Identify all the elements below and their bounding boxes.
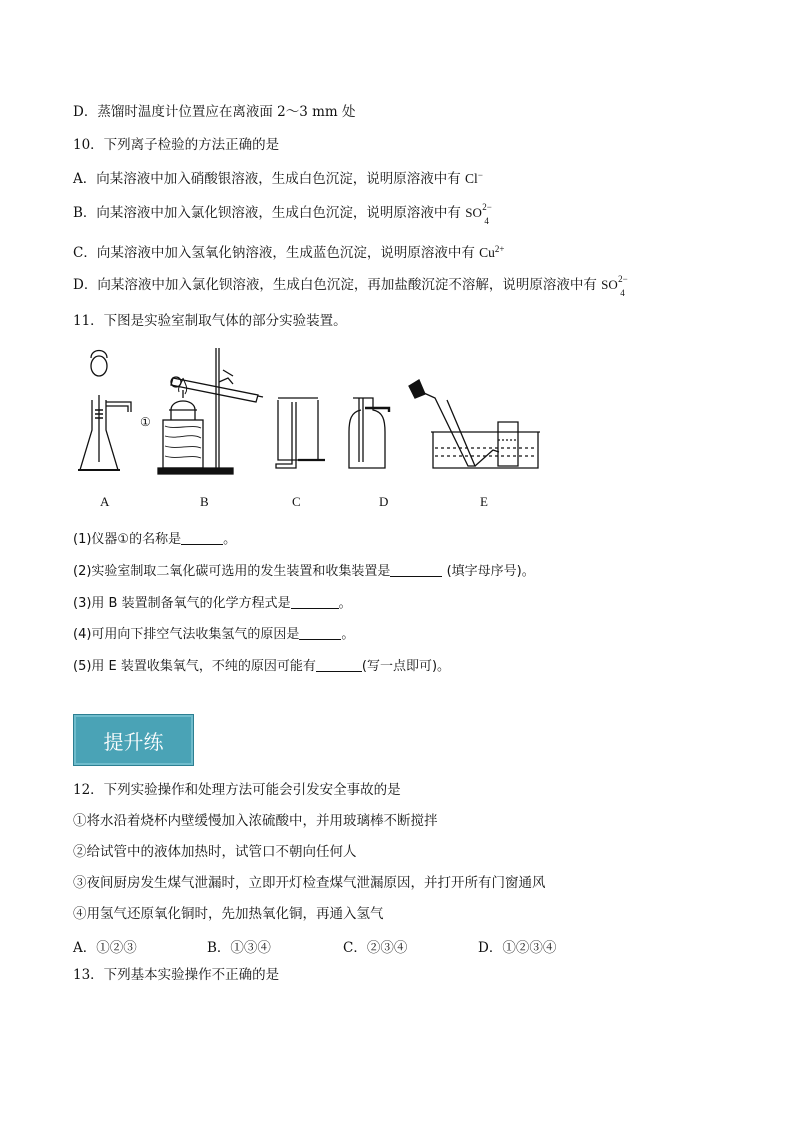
apparatus-c-bottle bbox=[276, 398, 325, 468]
q10-option-c bbox=[73, 240, 504, 262]
sulfate-charge: 2− bbox=[482, 202, 492, 212]
q11-part-3-text: (3)用 B 装置制备氧气的化学方程式是 bbox=[73, 596, 291, 611]
q12-item-4: ④用氢气还原氧化铜时，先加热氧化铜，再通入氢气 bbox=[73, 906, 384, 922]
lab-apparatus-figure bbox=[73, 340, 553, 515]
q9-option-d: D．蒸馏时温度计位置应在离液面 2～3 mm 处 bbox=[73, 104, 356, 120]
q10-option-b bbox=[73, 202, 492, 226]
apparatus-a-flask bbox=[78, 351, 131, 471]
apparatus-d-bottle bbox=[349, 398, 389, 468]
apparatus-e-trough bbox=[409, 380, 540, 468]
q12-item-2: ②给试管中的液体加热时，试管口不朝向任何人 bbox=[73, 844, 357, 860]
apparatus-b-heating bbox=[158, 348, 263, 474]
q12-option-b[interactable]: B．①③④ bbox=[207, 940, 271, 956]
q11-part-3 bbox=[73, 594, 352, 613]
q12-item-1: ①将水沿着烧杯内壁缓慢加入浓硫酸中，并用玻璃棒不断搅拌 bbox=[73, 813, 438, 829]
q11-part-4-text: (4)可用向下排空气法收集氢气的原因是 bbox=[73, 627, 300, 642]
sulfate-subscript: 4 bbox=[620, 288, 625, 298]
q12-option-a[interactable]: A．①②③ bbox=[73, 940, 137, 956]
sulfate-ion bbox=[465, 202, 492, 226]
copper-ion bbox=[479, 245, 504, 260]
q12-option-d[interactable]: D．①②③④ bbox=[478, 940, 557, 956]
q10-option-b-text: B．向某溶液中加入氯化钡溶液，生成白色沉淀，说明原溶液中有 bbox=[73, 205, 466, 221]
q11-part-4 bbox=[73, 625, 354, 644]
answer-blank[interactable] bbox=[291, 594, 339, 609]
sulfate-base: SO bbox=[465, 205, 482, 220]
answer-blank[interactable] bbox=[299, 625, 341, 640]
q11-part-5-text: (5)用 E 装置收集氧气，不纯的原因可能有 bbox=[73, 659, 316, 674]
chloride-ion bbox=[465, 171, 483, 186]
figure-label-e: E bbox=[480, 494, 488, 509]
answer-blank[interactable] bbox=[316, 657, 362, 672]
q11-part-2-end: (填字母序号)。 bbox=[446, 564, 535, 579]
q10-option-d bbox=[73, 274, 628, 298]
figure-label-c: C bbox=[292, 494, 301, 509]
copper-charge: 2+ bbox=[494, 244, 505, 254]
sulfate-base: SO bbox=[601, 277, 618, 292]
q10-option-a-text: A．向某溶液中加入硝酸银溶液，生成白色沉淀，说明原溶液中有 bbox=[73, 171, 466, 187]
q11-part-2 bbox=[73, 562, 535, 581]
sulfate-subscript: 4 bbox=[484, 216, 489, 226]
sulfate-charge: 2− bbox=[618, 274, 628, 284]
q11-part-4-end: 。 bbox=[341, 627, 355, 642]
q11-part-1-end: 。 bbox=[223, 532, 237, 547]
chloride-charge: − bbox=[477, 170, 483, 180]
answer-blank[interactable] bbox=[390, 562, 442, 577]
q11-part-5 bbox=[73, 657, 450, 676]
q10-option-c-text: C．向某溶液中加入氢氧化钠溶液，生成蓝色沉淀，说明原溶液中有 bbox=[73, 245, 480, 261]
q12-stem: 12．下列实验操作和处理方法可能会引发安全事故的是 bbox=[73, 782, 401, 798]
section-title: 提升练 bbox=[103, 729, 164, 754]
q11-part-1 bbox=[73, 530, 236, 549]
answer-blank[interactable] bbox=[181, 530, 223, 545]
q11-part-3-end: 。 bbox=[338, 596, 352, 611]
q11-part-2-text: (2)实验室制取二氧化碳可选用的发生装置和收集装置是 bbox=[73, 564, 391, 579]
copper-symbol: Cu bbox=[479, 245, 495, 260]
figure-label-b: B bbox=[200, 494, 209, 509]
q13-stem: 13．下列基本实验操作不正确的是 bbox=[73, 967, 280, 983]
instrument-marker: ① bbox=[140, 415, 151, 429]
sulfate-ion bbox=[601, 274, 628, 298]
q10-option-d-text: D．向某溶液中加入氯化钡溶液，生成白色沉淀，再加盐酸沉淀不溶解，说明原溶液中有 bbox=[73, 277, 602, 293]
chloride-symbol: Cl bbox=[465, 171, 478, 186]
figure-label-d: D bbox=[379, 494, 389, 509]
figure-label-a: A bbox=[100, 494, 110, 509]
section-badge bbox=[73, 714, 194, 766]
q11-stem: 11．下图是实验室制取气体的部分实验装置。 bbox=[73, 313, 347, 329]
q12-item-3: ③夜间厨房发生煤气泄漏时，立即开灯检查煤气泄漏原因，并打开所有门窗通风 bbox=[73, 875, 546, 891]
q12-option-c[interactable]: C．②③④ bbox=[343, 940, 408, 956]
q11-part-5-end: (写一点即可)。 bbox=[361, 659, 451, 674]
q10-option-a bbox=[73, 166, 483, 188]
q11-part-1-text: (1)仪器①的名称是 bbox=[73, 532, 182, 547]
q10-stem: 10．下列离子检验的方法正确的是 bbox=[73, 137, 280, 153]
